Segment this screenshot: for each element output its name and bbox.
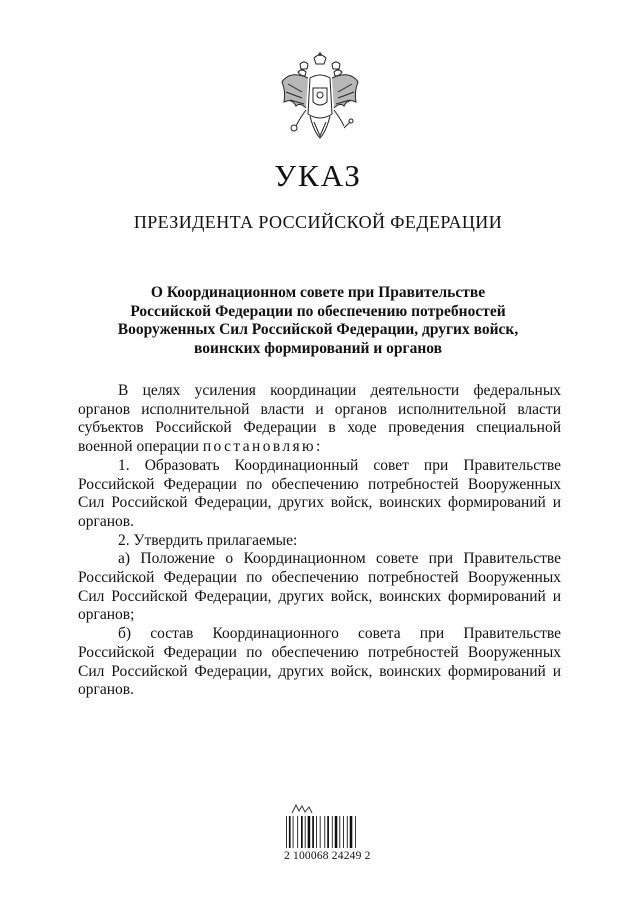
heading-line: О Координационном совете при Правительстве — [150, 284, 486, 301]
heading-line: воинских формирований и органов — [194, 339, 442, 357]
item-2a: а) Положение о Координационном совете при Правительстве Российской Федерации по обеспечению потребностей Вооруженных Сил Российской Федерации, других войск, воинских формирований и органов; — [78, 550, 561, 624]
barcode-icon — [286, 816, 356, 848]
decree-body — [78, 382, 561, 700]
decree-title: УКАЗ — [274, 158, 362, 193]
item-2b: б) состав Координационного совета при Правительстве Российской Федерации по обеспечению потребностей Вооруженных Сил Российской Федерации, других войск, воинских формирований и органов. — [78, 625, 561, 699]
printer-mark-icon — [290, 803, 314, 815]
decree-heading — [60, 284, 576, 358]
heading-line: Вооруженных Сил Российской Федерации, других войск, — [117, 321, 519, 338]
decree-subtitle: ПРЕЗИДЕНТА РОССИЙСКОЙ ФЕДЕРАЦИИ — [133, 212, 503, 232]
coat-of-arms-icon — [278, 52, 362, 148]
heading-line: Российской Федерации по обеспечению потребностей — [130, 302, 506, 320]
preamble-text: В целях усиления координации деятельности федеральных органов исполнительной власти и органов исполнительной власти субъектов Российской Федерации в ходе проведения специальной военной операции — [78, 382, 561, 456]
barcode-number: 2 100068 24249 2 — [284, 850, 371, 862]
item-2: 2. Утвердить прилагаемые: — [118, 531, 298, 549]
preamble-paragraph — [78, 382, 561, 457]
item-1: 1. Образовать Координационный совет при Правительстве Российской Федерации по обеспечению потребностей Вооруженных Сил Российской Федерации, других войск, воинских формирований и органов. — [78, 456, 561, 530]
decree-word: постановляю: — [202, 438, 323, 456]
